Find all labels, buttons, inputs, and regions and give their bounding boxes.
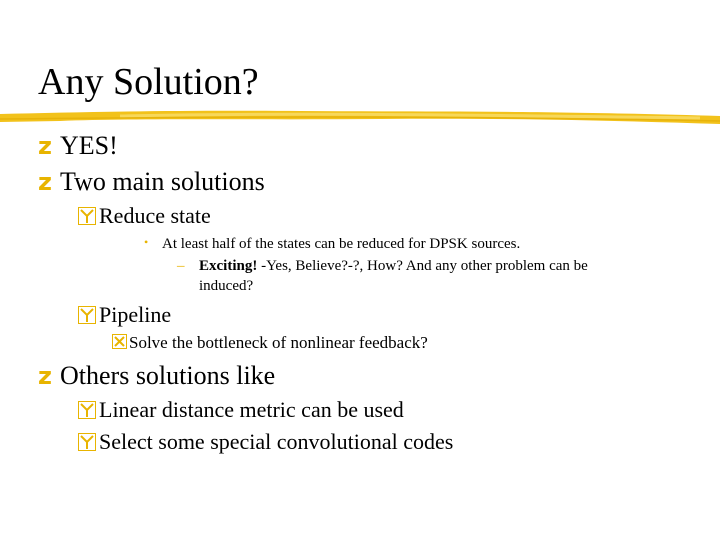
bullet-yes-text: YES! bbox=[60, 131, 118, 160]
bullet-z-icon: z bbox=[38, 168, 52, 196]
bullet-at-least-half-text: At least half of the states can be reduced for DPSK sources. bbox=[162, 236, 521, 252]
bullet-exciting-cont-text: induced? bbox=[199, 278, 254, 294]
bullet-solve-bottleneck bbox=[112, 333, 428, 353]
checkbox-x-icon bbox=[112, 334, 127, 349]
bullet-exciting bbox=[177, 257, 588, 276]
bullet-exciting-bold: Exciting! bbox=[199, 258, 258, 274]
bullet-exciting-rest: -Yes, Believe?-?, How? And any other problem can be bbox=[257, 258, 588, 274]
bullet-select-codes bbox=[78, 429, 453, 455]
bullet-pipeline-text: Pipeline bbox=[99, 302, 172, 327]
bullet-reduce-state-text: Reduce state bbox=[99, 203, 211, 228]
bullet-reduce-state bbox=[78, 203, 211, 229]
bullet-dash-icon: – bbox=[177, 258, 185, 274]
bullet-exciting-continuation bbox=[199, 277, 253, 296]
checkbox-y-icon bbox=[78, 433, 96, 451]
bullet-linear-distance bbox=[78, 397, 404, 423]
bullet-z-icon: z bbox=[38, 362, 52, 390]
bullet-select-codes-text: Select some special convolutional codes bbox=[99, 429, 454, 454]
bullet-two-main-text: Two main solutions bbox=[60, 167, 265, 196]
checkbox-y-icon bbox=[78, 207, 96, 225]
bullet-at-least-half bbox=[144, 233, 520, 254]
title-underline-brush bbox=[0, 104, 720, 134]
slide-title: Any Solution? bbox=[38, 61, 259, 103]
bullet-others bbox=[38, 361, 275, 391]
checkbox-y-icon bbox=[78, 306, 96, 324]
bullet-linear-distance-text: Linear distance metric can be used bbox=[99, 397, 404, 422]
bullet-two-main bbox=[38, 167, 265, 197]
checkbox-y-icon bbox=[78, 401, 96, 419]
bullet-others-text: Others solutions like bbox=[60, 361, 276, 390]
bullet-solve-bottleneck-text: Solve the bottleneck of nonlinear feedback? bbox=[129, 333, 428, 352]
bullet-z-icon: z bbox=[38, 132, 52, 160]
bullet-yes bbox=[38, 131, 118, 161]
bullet-dot-icon: • bbox=[144, 235, 149, 249]
bullet-pipeline bbox=[78, 302, 171, 328]
